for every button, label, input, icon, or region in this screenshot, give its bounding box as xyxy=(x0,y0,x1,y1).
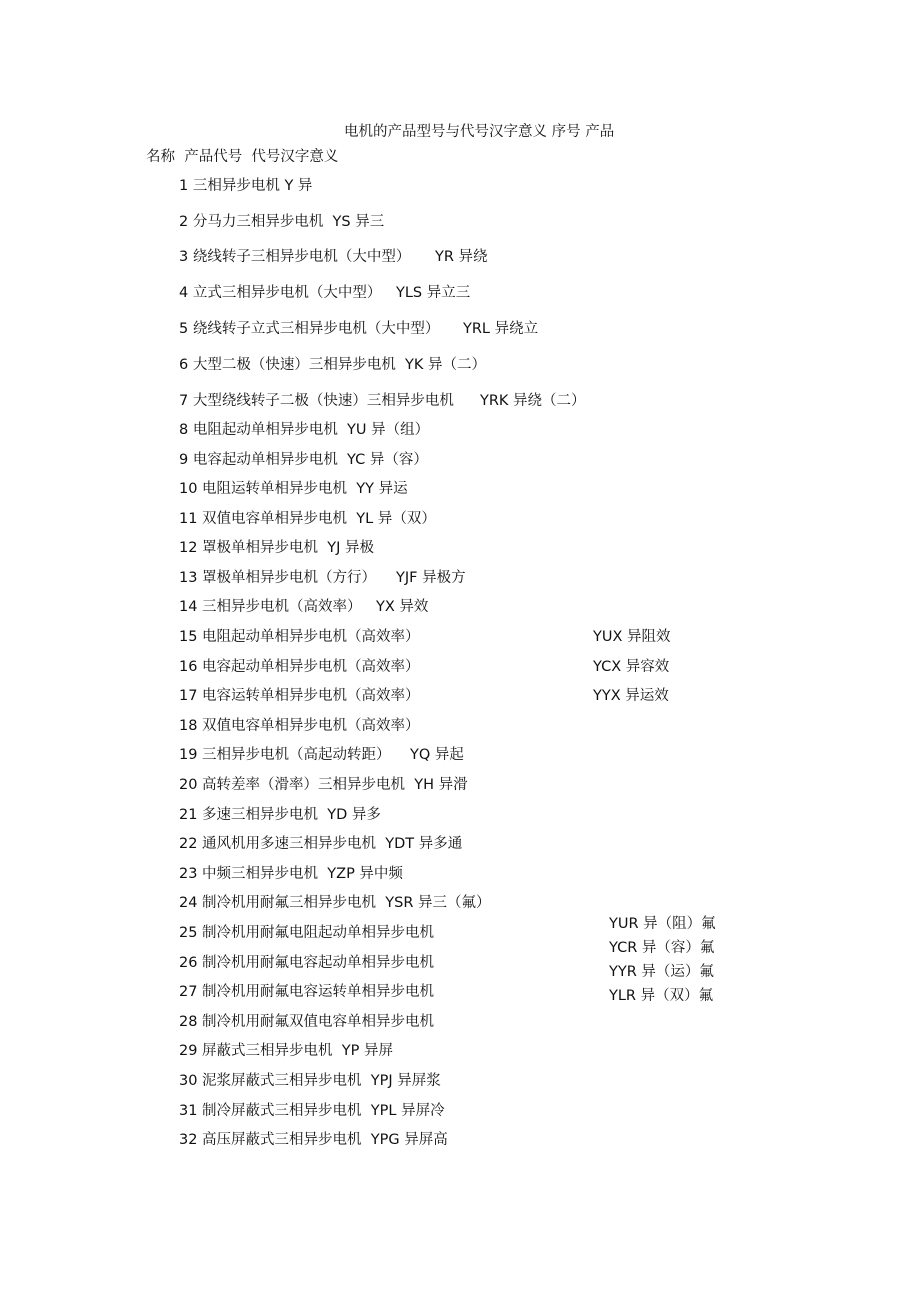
item-name: 6 大型二极（快速）三相异步电机 YK 异（二） xyxy=(179,357,487,373)
side-code: YCR 异（容）氟 xyxy=(609,940,715,956)
item-name: 24 制冷机用耐氟三相异步电机 YSR 异三（氟） xyxy=(179,895,491,911)
item-name: 22 通风机用多速三相异步电机 YDT 异多通 xyxy=(179,836,463,852)
item-code: YLS 异立三 xyxy=(396,285,471,301)
item-code: YQ 异起 xyxy=(410,747,464,763)
item-name: 26 制冷机用耐氟电容起动单相异步电机 xyxy=(179,955,435,971)
side-code: YYR 异（运）氟 xyxy=(609,964,714,980)
side-code: YUR 异（阻）氟 xyxy=(609,916,716,932)
item-code: YR 异绕 xyxy=(435,249,488,265)
item-name: 1 三相异步电机 Y 异 xyxy=(179,178,313,194)
item-name: 19 三相异步电机（高起动转距） xyxy=(179,747,391,763)
item-code: YRL 异绕立 xyxy=(463,321,539,337)
item-name: 2 分马力三相异步电机 YS 异三 xyxy=(179,214,385,230)
side-code: YLR 异（双）氟 xyxy=(609,988,714,1004)
item-name: 11 双值电容单相异步电机 YL 异（双） xyxy=(179,511,436,527)
item-name: 15 电阻起动单相异步电机（高效率） xyxy=(179,629,420,645)
item-name: 18 双值电容单相异步电机（高效率） xyxy=(179,718,420,734)
item-name: 3 绕线转子三相异步电机（大中型） xyxy=(179,249,411,265)
item-name: 25 制冷机用耐氟电阻起动单相异步电机 xyxy=(179,925,435,941)
item-name: 32 高压屏蔽式三相异步电机 YPG 异屏高 xyxy=(179,1132,448,1148)
document-title: 电机的产品型号与代号汉字意义 序号 产品 xyxy=(344,124,615,140)
item-name: 23 中频三相异步电机 YZP 异中频 xyxy=(179,866,403,882)
item-name: 13 罩极单相异步电机（方行） xyxy=(179,570,377,586)
item-name: 21 多速三相异步电机 YD 异多 xyxy=(179,807,381,823)
item-code: YX 异效 xyxy=(376,599,429,615)
item-code: YUX 异阻效 xyxy=(593,629,671,645)
item-code: YCX 异容效 xyxy=(593,659,670,675)
item-name: 27 制冷机用耐氟电容运转单相异步电机 xyxy=(179,984,435,1000)
table-header: 名称 产品代号 代号汉字意义 xyxy=(146,149,339,165)
item-name: 9 电容起动单相异步电机 YC 异（容） xyxy=(179,452,428,468)
item-name: 28 制冷机用耐氟双值电容单相异步电机 xyxy=(179,1014,435,1030)
item-name: 17 电容运转单相异步电机（高效率） xyxy=(179,688,420,704)
item-name: 7 大型绕线转子二极（快速）三相异步电机 xyxy=(179,393,454,409)
item-name: 10 电阻运转单相异步电机 YY 异运 xyxy=(179,481,408,497)
item-code: YJF 异极方 xyxy=(396,570,466,586)
item-name: 30 泥浆屏蔽式三相异步电机 YPJ 异屏浆 xyxy=(179,1073,441,1089)
item-name: 16 电容起动单相异步电机（高效率） xyxy=(179,659,420,675)
item-code: YYX 异运效 xyxy=(593,688,669,704)
item-name: 29 屏蔽式三相异步电机 YP 异屏 xyxy=(179,1043,393,1059)
item-name: 4 立式三相异步电机（大中型） xyxy=(179,285,382,301)
item-name: 31 制冷屏蔽式三相异步电机 YPL 异屏冷 xyxy=(179,1103,445,1119)
item-code: YRK 异绕（二） xyxy=(480,393,586,409)
item-name: 8 电阻起动单相异步电机 YU 异（组） xyxy=(179,422,430,438)
item-name: 5 绕线转子立式三相异步电机（大中型） xyxy=(179,321,440,337)
item-name: 14 三相异步电机（高效率） xyxy=(179,599,362,615)
item-name: 12 罩极单相异步电机 YJ 异极 xyxy=(179,540,375,556)
item-name: 20 高转差率（滑率）三相异步电机 YH 异滑 xyxy=(179,777,468,793)
